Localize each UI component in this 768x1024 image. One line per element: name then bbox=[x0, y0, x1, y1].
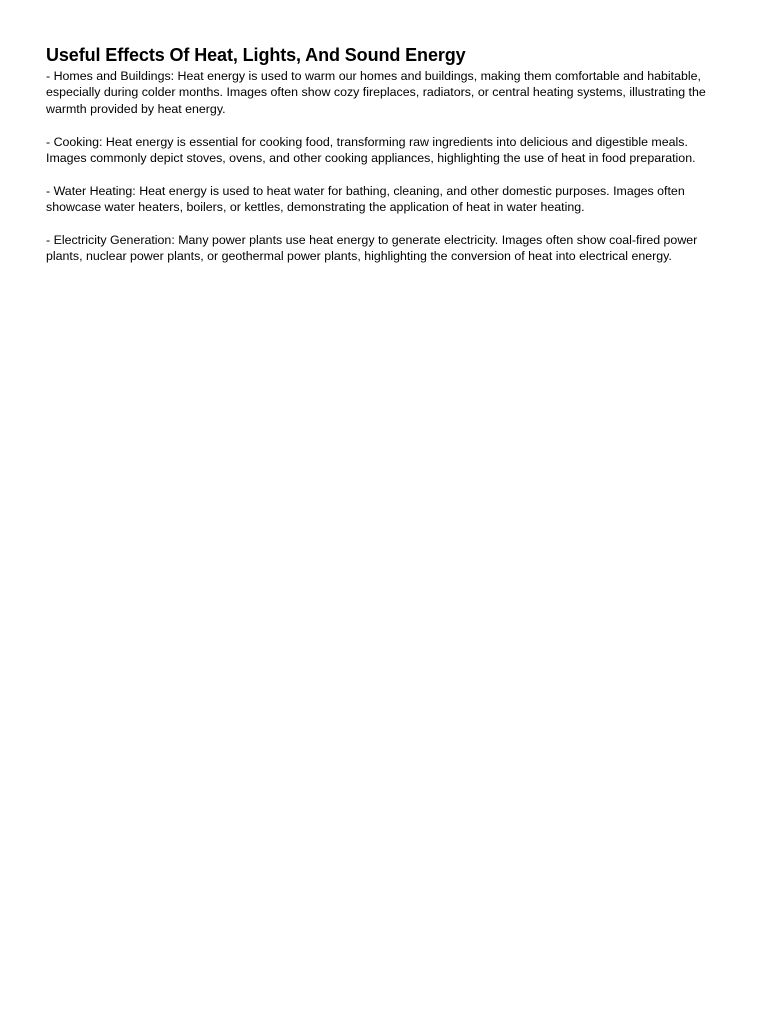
paragraph-cooking: - Cooking: Heat energy is essential for cooking food, transforming raw ingredients into delicious and digestible meals. Images commonly depict stoves, ovens, and other cooking appliances, highlighting the use of heat in food preparation. bbox=[46, 134, 696, 166]
paragraph-homes-buildings: - Homes and Buildings: Heat energy is used to warm our homes and buildings, making them comfortable and habitable, especially during colder months. Images often show cozy fireplaces, radiators, or central heating systems, illustrating the warmth provided by heat energy. bbox=[46, 69, 706, 116]
document-title: Useful Effects Of Heat, Lights, And Sound Energy bbox=[46, 45, 466, 65]
paragraph-electricity-generation: - Electricity Generation: Many power plants use heat energy to generate electricity. Images often show coal-fired power plants, nuclear power plants, or geothermal power plants, highlighting the conversion of heat into electrical energy. bbox=[46, 233, 698, 264]
paragraph-water-heating: - Water Heating: Heat energy is used to heat water for bathing, cleaning, and other domestic purposes. Images often showcase water heaters, boilers, or kettles, demonstrating the application of heat in water heating. bbox=[46, 183, 685, 215]
document-page bbox=[46, 44, 726, 281]
